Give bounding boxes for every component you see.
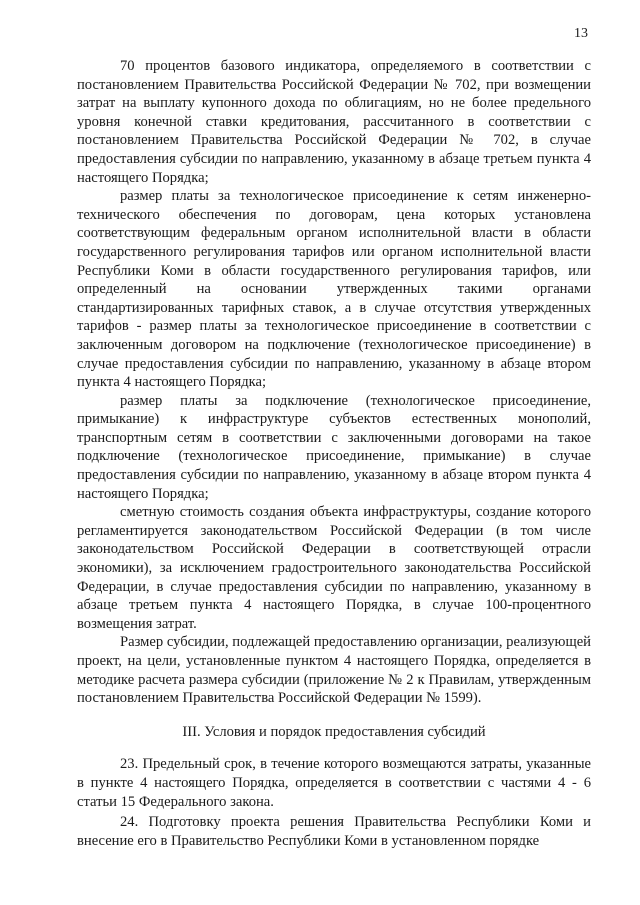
paragraph-infrastructure-connection-fee: размер платы за подключение (технологическое присоединение, примыкание) к инфраструктуре субъектов естественных монополий, транспортным сетям в соответствии с заключенными договорами на такое подключение (технологическое присоединение, примыкание) в случае предоставления субсидии по направлению, указанному в абзаце втором пункта 4 настоящего Порядка; bbox=[77, 392, 591, 502]
paragraph-item-23: 23. Предельный срок, в течение которого возмещаются затраты, указанные в пункте 4 настоящего Порядка, определяется в соответствии с частями 4 - 6 статьи 15 Федерального закона. bbox=[77, 756, 591, 810]
paragraph-tech-connection-fee: размер платы за технологическое присоединение к сетям инженерно-технического обеспечения по договорам, цена которых установлена соответствующим федеральным органом исполнительной власти в области государственного регулирования тарифов или органом исполнительной власти Республики Коми в области государственного регулирования тарифов, или определенный на основании утвержденных такими органами стандартизированных тарифных ставок, а в случае отсутствия утвержденных тарифов - размер платы за технологическое присоединение в соответствии с заключенным договором на подключение (технологическое присоединение) в случае предоставления субсидии по направлению, указанному в абзаце втором пункта 4 настоящего Порядка; bbox=[77, 188, 591, 391]
paragraph-estimated-cost: сметную стоимость создания объекта инфраструктуры, создание которого регламентируется законодательством Российской Федерации (в том числе законодательством Российской Федерации в соответствующей отрасли экономики), за исключением градостроительного законодательства Российской Федерации, в случае предоставления субсидии по направлению, указанному в абзаце третьем пункта 4 настоящего Порядка, в случае 100-процентного возмещения затрат. bbox=[77, 504, 591, 632]
page-number: 13 bbox=[574, 26, 588, 41]
paragraph-item-24: 24. Подготовку проекта решения Правительства Республики Коми и внесение его в Правительство Республики Коми в установленном порядке bbox=[77, 814, 591, 849]
section-heading: III. Условия и порядок предоставления субсидий bbox=[182, 723, 486, 740]
paragraph-base-indicator: 70 процентов базового индикатора, определяемого в соответствии с постановлением Правительства Российской Федерации № 702, при возмещении затрат на выплату купонного дохода по облигациям, но не более предельного уровня конечной ставки кредитования, рассчитанного в соответствии с постановлением Правительства Российской Федерации № 702, в случае предоставления субсидии по направлению, указанному в абзаце третьем пункта 4 настоящего Порядка; bbox=[77, 58, 591, 186]
document-body bbox=[77, 57, 591, 850]
paragraph-subsidy-amount: Размер субсидии, подлежащей предоставлению организации, реализующей проект, на цели, установленные пунктом 4 настоящего Порядка, определяется в методике расчета размера субсидии (приложение № 2 к Правилам, утвержденным постановлением Правительства Российской Федерации № 1599). bbox=[77, 634, 591, 707]
